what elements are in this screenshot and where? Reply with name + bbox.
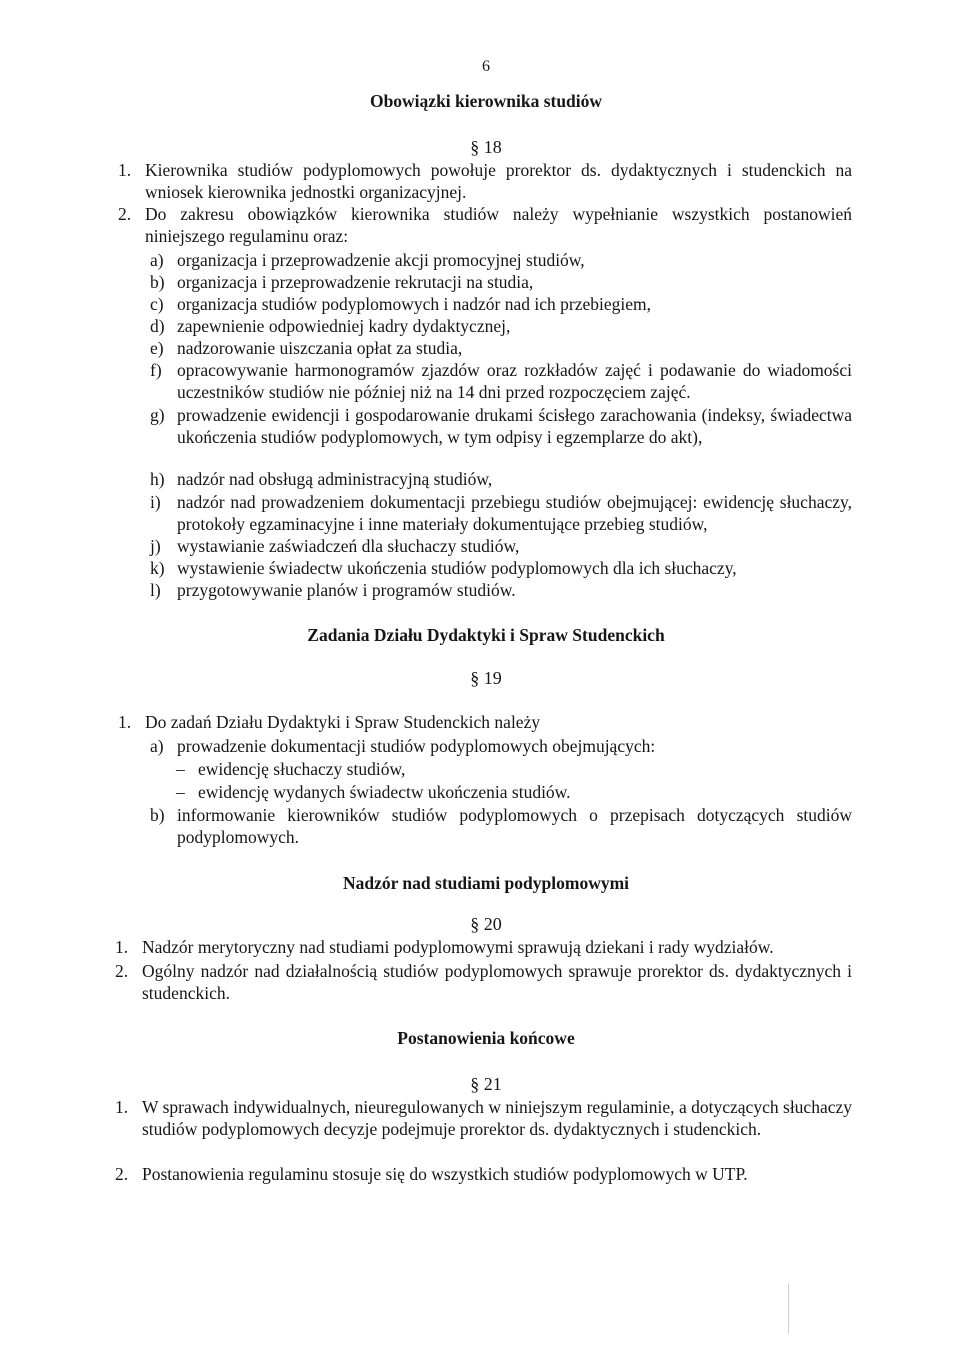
item-text: opracowywanie harmonogramów zjazdów oraz rozkładów zajęć i podawanie do wiadomości uczestników studiów nie później niż na 14 dni przed rozpoczęciem zajęć.	[177, 360, 852, 402]
list-item	[150, 736, 852, 758]
item-text: W sprawach indywidualnych, nieuregulowanych w niniejszym regulaminie, a dotyczących słuchaczy studiów podyplomowych decyzje podejmuje prorektor ds. dydaktycznych i studenckich.	[142, 1097, 852, 1139]
item-text: organizacja i przeprowadzenie akcji promocyjnej studiów,	[177, 250, 585, 270]
section-heading: Postanowienia końcowe	[397, 1028, 575, 1048]
item-text: organizacja i przeprowadzenie rekrutacji na studia,	[177, 272, 534, 292]
item-letter: b)	[150, 272, 165, 292]
item-text: organizacja studiów podyplomowych i nadzór nad ich przebiegiem,	[177, 294, 651, 314]
paragraph-number: § 19	[470, 668, 502, 688]
dash-marker: –	[176, 759, 185, 779]
item-number: 2.	[115, 961, 129, 981]
paragraph-number: § 21	[470, 1074, 502, 1094]
paragraph-number: § 18	[470, 137, 502, 157]
item-letter: h)	[150, 469, 165, 489]
item-text: prowadzenie dokumentacji studiów podyplomowych obejmujących:	[177, 736, 656, 756]
list-item	[150, 294, 852, 316]
item-number: 1.	[118, 160, 132, 180]
list-item	[115, 1164, 852, 1186]
list-item	[150, 805, 852, 848]
item-letter: d)	[150, 316, 165, 336]
list-item	[150, 250, 852, 272]
list-item	[115, 1097, 852, 1140]
item-letter: c)	[150, 294, 164, 314]
item-number: 1.	[115, 1097, 129, 1117]
item-text: Postanowienia regulaminu stosuje się do wszystkich studiów podyplomowych w UTP.	[142, 1164, 748, 1184]
margin-mark	[788, 1284, 789, 1334]
page-number: 6	[482, 58, 490, 75]
item-text: zapewnienie odpowiedniej kadry dydaktycznej,	[177, 316, 511, 336]
item-text: Do zakresu obowiązków kierownika studiów należy wypełnianie wszystkich postanowień niniejszego regulaminu oraz:	[145, 204, 852, 246]
item-text: informowanie kierowników studiów podyplomowych o przepisach dotyczących studiów podyplomowych.	[177, 805, 852, 847]
item-letter: k)	[150, 558, 165, 578]
item-text: ewidencję wydanych świadectw ukończenia studiów.	[198, 782, 571, 802]
item-text: Nadzór merytoryczny nad studiami podyplomowymi sprawują dziekani i rady wydziałów.	[142, 937, 774, 957]
item-text: wystawienie świadectw ukończenia studiów podyplomowych dla ich słuchaczy,	[177, 558, 737, 578]
item-letter: b)	[150, 805, 165, 825]
item-text: nadzór nad prowadzeniem dokumentacji przebiegu studiów obejmującej: ewidencję słuchaczy, protokoły egzaminacyjne i inne materiały dokumentujące przebieg studiów,	[177, 492, 852, 534]
list-item	[150, 469, 852, 491]
item-letter: e)	[150, 338, 164, 358]
list-item	[150, 580, 852, 602]
item-number: 2.	[118, 204, 132, 224]
list-item	[150, 405, 852, 448]
item-text: nadzór nad obsługą administracyjną studiów,	[177, 469, 493, 489]
dash-list-item	[176, 759, 405, 781]
item-letter: l)	[150, 580, 161, 600]
item-text: prowadzenie ewidencji i gospodarowanie drukami ścisłego zarachowania (indeksy, świadectwa ukończenia studiów podyplomowych, w tym odpisy i egzemplarze do akt),	[177, 405, 852, 447]
list-item	[150, 492, 852, 535]
item-letter: i)	[150, 492, 161, 512]
item-letter: a)	[150, 250, 164, 270]
item-text: Ogólny nadzór nad działalnością studiów podyplomowych sprawuje prorektor ds. dydaktycznych i studenckich.	[142, 961, 852, 1003]
item-text: przygotowywanie planów i programów studiów.	[177, 580, 516, 600]
item-number: 1.	[115, 937, 129, 957]
list-item	[118, 160, 852, 203]
list-item	[150, 338, 852, 360]
item-number: 2.	[115, 1164, 129, 1184]
list-item	[115, 937, 852, 959]
list-item	[118, 712, 852, 734]
section-heading: Obowiązki kierownika studiów	[369, 91, 603, 111]
item-number: 1.	[118, 712, 132, 732]
list-item	[150, 536, 852, 558]
item-letter: a)	[150, 736, 164, 756]
list-item	[118, 204, 852, 247]
list-item	[150, 316, 852, 338]
item-text: nadzorowanie uiszczania opłat za studia,	[177, 338, 463, 358]
dash-list-item	[176, 782, 571, 804]
item-text: ewidencję słuchaczy studiów,	[198, 759, 406, 779]
item-text: wystawianie zaświadczeń dla słuchaczy studiów,	[177, 536, 520, 556]
item-letter: g)	[150, 405, 165, 425]
list-item	[150, 558, 852, 580]
item-letter: f)	[150, 360, 162, 380]
section-heading: Zadania Działu Dydaktyki i Spraw Studenckich	[307, 625, 665, 645]
item-text: Do zadań Działu Dydaktyki i Spraw Studenckich należy	[145, 712, 541, 732]
section-heading: Nadzór nad studiami podyplomowymi	[342, 873, 630, 893]
list-item	[150, 360, 852, 403]
list-item	[115, 961, 852, 1004]
item-letter: j)	[150, 536, 161, 556]
item-text: Kierownika studiów podyplomowych powołuje prorektor ds. dydaktycznych i studenckich na wniosek kierownika jednostki organizacyjnej.	[145, 160, 852, 202]
dash-marker: –	[176, 782, 185, 802]
paragraph-number: § 20	[470, 914, 502, 934]
list-item	[150, 272, 852, 294]
